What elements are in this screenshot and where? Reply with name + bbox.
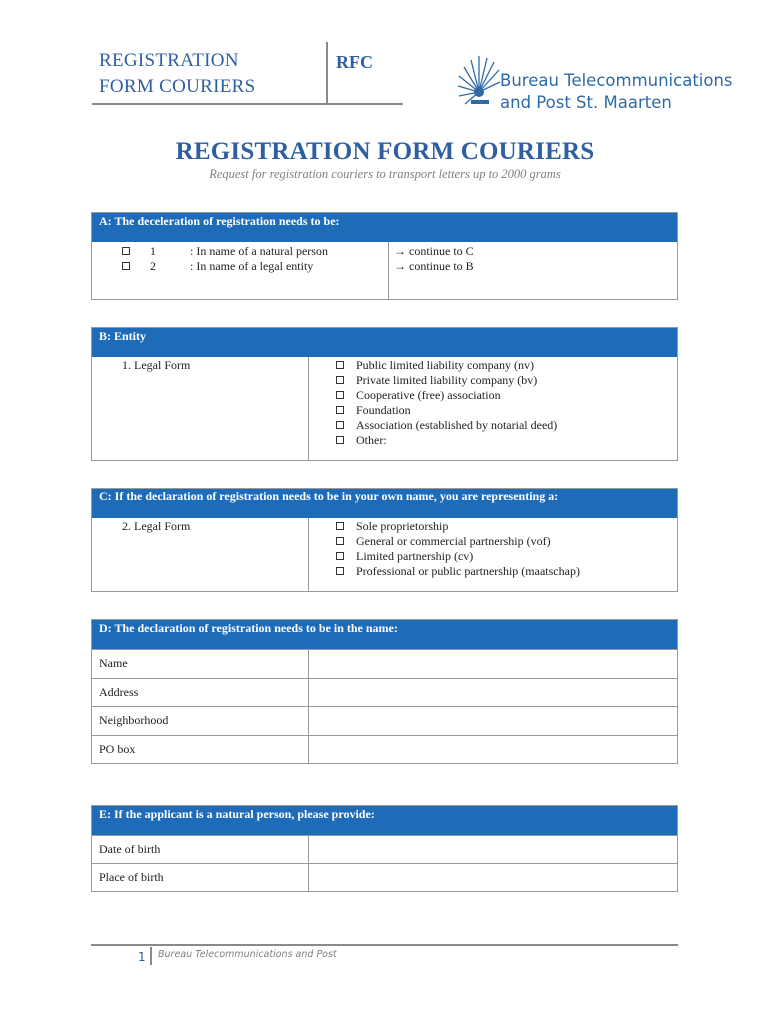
- section-b-option-2: [336, 373, 537, 388]
- field-row-neighborhood: [92, 706, 677, 735]
- option-label: Foundation: [356, 403, 411, 417]
- header-title-line2: FORM COURIERS: [99, 76, 256, 97]
- bureau-logo: [457, 52, 747, 114]
- field-label: PO box: [99, 742, 136, 756]
- place-of-birth-input[interactable]: [309, 864, 677, 892]
- option-label: Limited partnership (cv): [356, 549, 474, 563]
- section-b-option-5: [336, 418, 557, 433]
- section-b: [91, 327, 678, 461]
- option-label: Association (established by notarial deed): [356, 418, 558, 432]
- checkbox[interactable]: [336, 522, 344, 530]
- section-a-divider: [388, 242, 389, 299]
- field-row-po-box: [92, 735, 677, 764]
- section-b-item-label: 1. Legal Form: [122, 358, 191, 372]
- header-title-line1: REGISTRATION: [99, 50, 239, 71]
- section-c-option-3: [336, 549, 473, 564]
- checkbox-a2[interactable]: [122, 262, 130, 270]
- footer-separator: [150, 947, 152, 965]
- checkbox[interactable]: [336, 361, 344, 369]
- field-row-date-of-birth: [92, 835, 677, 864]
- option-number: 2: [150, 259, 156, 273]
- section-b-option-3: [336, 388, 501, 403]
- section-a-option-1-action: → continue to C: [394, 244, 474, 258]
- header-title: [99, 48, 319, 100]
- section-b-divider: [308, 357, 309, 460]
- section-a-heading: A: The deceleration of registration needs to be:: [92, 213, 677, 242]
- field-label: Address: [99, 685, 139, 699]
- field-label: Date of birth: [99, 842, 161, 856]
- field-row-name: [92, 649, 677, 678]
- option-number: 1: [150, 244, 156, 258]
- option-label: Sole proprietorship: [356, 519, 449, 533]
- section-e: [91, 805, 678, 892]
- header-divider-vertical: [326, 42, 328, 104]
- section-d-heading: D: The declaration of registration needs to be in the name:: [92, 620, 677, 649]
- section-b-heading: B: Entity: [92, 328, 677, 357]
- section-b-option-4: [336, 403, 411, 418]
- option-label: Cooperative (free) association: [356, 388, 501, 402]
- checkbox[interactable]: [336, 567, 344, 575]
- section-c-divider: [308, 518, 309, 591]
- section-b-option-6: [336, 433, 387, 448]
- address-input[interactable]: [309, 679, 677, 707]
- option-label: Professional or public partnership (maatschap): [356, 564, 580, 578]
- section-c: [91, 488, 678, 592]
- logo-text: [500, 70, 733, 114]
- satellite-dish-icon: [457, 52, 501, 112]
- page-subtitle: Request for registration couriers to transport letters up to 2000 grams: [209, 167, 561, 181]
- footer-divider: [91, 944, 678, 946]
- option-label: Private limited liability company (bv): [356, 373, 538, 387]
- field-row-place-of-birth: [92, 863, 677, 892]
- section-d: [91, 619, 678, 764]
- section-a-option-2: [122, 259, 156, 274]
- option-label: Other:: [356, 433, 387, 447]
- section-a-option-1: [122, 244, 156, 259]
- section-e-heading: E: If the applicant is a natural person, please provide:: [92, 806, 677, 835]
- field-row-address: [92, 678, 677, 707]
- option-label: Public limited liability company (nv): [356, 358, 534, 372]
- checkbox[interactable]: [336, 552, 344, 560]
- checkbox-a1[interactable]: [122, 247, 130, 255]
- name-input[interactable]: [309, 650, 677, 678]
- section-c-item-label: 2. Legal Form: [122, 519, 191, 533]
- checkbox[interactable]: [336, 391, 344, 399]
- section-c-option-2: [336, 534, 551, 549]
- checkbox[interactable]: [336, 376, 344, 384]
- logo-line2: and Post St. Maarten: [500, 93, 672, 112]
- section-a: [91, 212, 678, 300]
- field-label: Name: [99, 656, 128, 670]
- section-a-option-2-label: : In name of a legal entity: [190, 259, 314, 273]
- checkbox[interactable]: [336, 421, 344, 429]
- neighborhood-input[interactable]: [309, 707, 677, 735]
- section-a-option-1-label: : In name of a natural person: [190, 244, 328, 258]
- checkbox[interactable]: [336, 537, 344, 545]
- section-c-heading: C: If the declaration of registration needs to be in your own name, you are representing a:: [92, 489, 677, 518]
- checkbox[interactable]: [336, 436, 344, 444]
- footer-text: Bureau Telecommunications and Post: [158, 949, 337, 960]
- section-c-option-1: [336, 519, 448, 534]
- section-b-option-1: [336, 358, 534, 373]
- option-label: General or commercial partnership (vof): [356, 534, 551, 548]
- date-of-birth-input[interactable]: [309, 836, 677, 864]
- section-c-option-4: [336, 564, 580, 579]
- field-label: Place of birth: [99, 870, 164, 884]
- page-title: REGISTRATION FORM COURIERS: [175, 138, 595, 165]
- header-divider-horizontal: [92, 103, 403, 105]
- checkbox[interactable]: [336, 406, 344, 414]
- section-a-option-2-action: → continue to B: [394, 259, 474, 273]
- form-code: RFC: [336, 52, 373, 72]
- field-label: Neighborhood: [99, 713, 169, 727]
- logo-line1: Bureau Telecommunications: [500, 71, 733, 90]
- page-number: 1: [138, 950, 146, 964]
- po-box-input[interactable]: [309, 736, 677, 764]
